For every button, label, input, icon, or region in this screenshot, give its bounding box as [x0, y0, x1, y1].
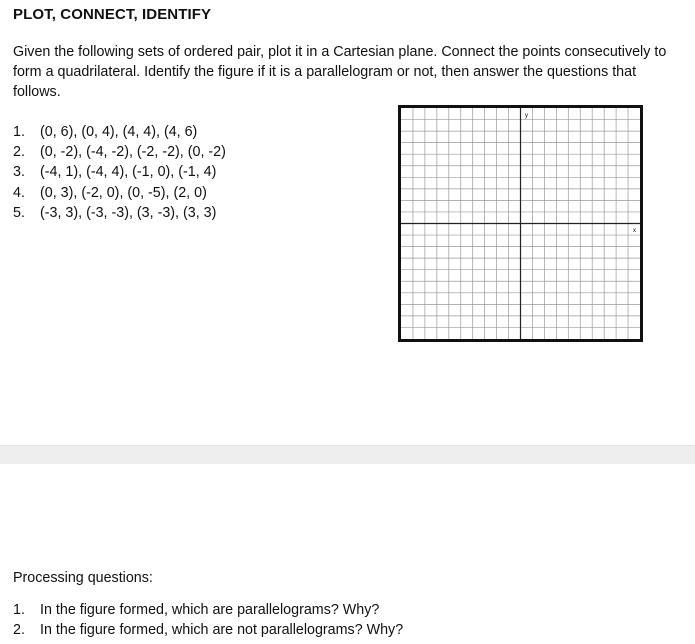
item-points: (0, 6), (0, 4), (4, 4), (4, 6)	[40, 124, 198, 140]
item-number: 2.	[13, 144, 25, 161]
worksheet-title: PLOT, CONNECT, IDENTIFY	[13, 6, 212, 23]
item-points: (-3, 3), (-3, -3), (3, -3), (3, 3)	[40, 204, 217, 221]
list-item	[13, 162, 226, 182]
processing-questions-title: Processing questions:	[13, 570, 153, 586]
item-number: 5.	[13, 204, 25, 221]
question-number: 2.	[13, 622, 25, 638]
list-item	[13, 183, 226, 203]
list-item	[13, 142, 226, 162]
list-item	[13, 620, 403, 640]
list-item	[13, 122, 226, 142]
question-text: In the figure formed, which are parallelograms? Why?	[40, 602, 380, 618]
item-number: 4.	[13, 184, 25, 201]
processing-questions-list	[13, 600, 403, 640]
list-item	[13, 600, 403, 620]
question-number: 1.	[13, 602, 25, 618]
x-axis-label: x	[633, 228, 636, 234]
ordered-pair-list	[13, 122, 226, 223]
question-text: In the figure formed, which are not parallelograms? Why?	[40, 622, 404, 638]
y-axis-label: y	[525, 113, 528, 119]
item-points: (-4, 1), (-4, 4), (-1, 0), (-1, 4)	[40, 164, 217, 181]
item-number: 1.	[13, 124, 25, 140]
list-item	[13, 203, 226, 223]
item-points: (0, 3), (-2, 0), (0, -5), (2, 0)	[40, 184, 207, 201]
instructions-text: Given the following sets of ordered pair, plot it in a Cartesian plane. Connect the points consecutively to form a quadrilateral. Identify the figure if it is a parallelogram or not, then answer the questions that follows.	[13, 44, 667, 100]
item-points: (0, -2), (-4, -2), (-2, -2), (0, -2)	[40, 144, 226, 161]
section-divider	[0, 445, 695, 464]
cartesian-grid	[398, 105, 643, 342]
item-number: 3.	[13, 164, 25, 181]
